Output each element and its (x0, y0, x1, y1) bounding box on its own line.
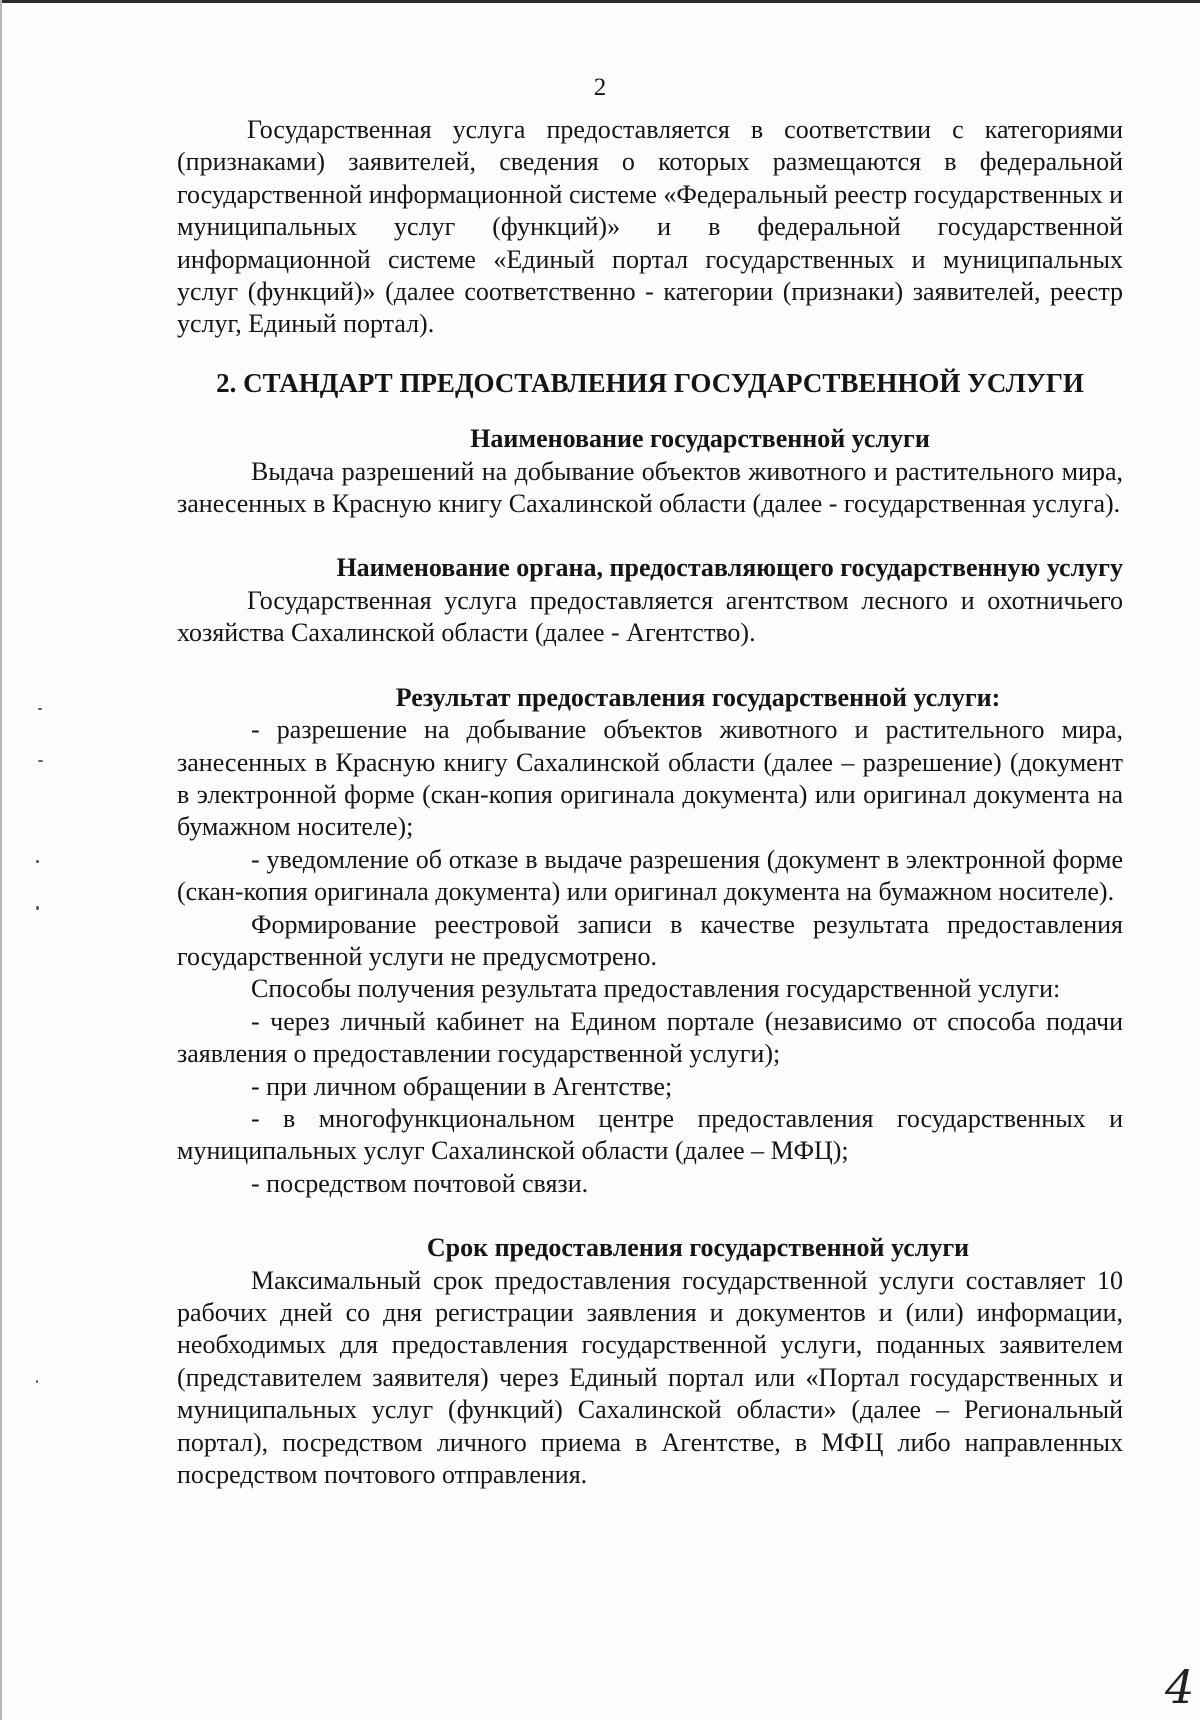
term-text: Максимальный срок предоставления государственной услуги составляет 10 рабочих дней со дня регистрации заявления и документов и (или) информации, необходимых для предоставления государственной услуги, поданных заявителем (представителем заявителя) через Единый портал или «Портал государственных и муниципальных услуг (функций) Сахалинской области» (далее – Региональный портал), посредством личного приема в Агентстве, в МФЦ либо направленных посредством почтового отправления. (177, 1265, 1123, 1490)
result-heading: Результат предоставления государственной услуги: (395, 682, 1001, 712)
scan-speck (36, 1380, 38, 1383)
document-body (177, 114, 1123, 1491)
scan-speck (38, 708, 42, 710)
page-number: 2 (593, 74, 607, 101)
section-title: 2. СТАНДАРТ ПРЕДОСТАВЛЕНИЯ ГОСУДАРСТВЕННОЙ УСЛУГИ (216, 367, 1084, 398)
result-item: - посредством почтовой связи. (251, 1168, 589, 1198)
authority-text: Государственная услуга предоставляется агентством лесного и охотничьего хозяйства Сахалинской области (далее - Агентство). (177, 585, 1123, 648)
scan-speck (36, 906, 39, 910)
intro-paragraph: Государственная услуга предоставляется в соответствии с категориями (признаками) заявителей, сведения о которых размещаются в федеральной государственной информационной системе «Федеральный реестр государственных и муниципальных услуг (функций)» и в федеральной государственной информационной системе «Единый портал государственных и муниципальных услуг (функций)» (далее соответственно - категории (признаки) заявителей, реестр услуг, Единый портал). (177, 115, 1123, 339)
service-name-text: Выдача разрешений на добывание объектов животного и растительного мира, занесенных в Красную книгу Сахалинской области (далее - государственная услуга). (177, 456, 1123, 519)
result-item: - в многофункциональном центре предоставления государственных и муниципальных услуг Сахалинской области (далее – МФЦ); (177, 1103, 1123, 1166)
scan-top-edge (0, 0, 1200, 3)
result-item: - разрешение на добывание объектов животного и растительного мира, занесенных в Красную книгу Сахалинской области (далее – разрешение) (документ в электронной форме (скан-копия оригинала документа) или оригинал документа на бумажном носителе); (177, 715, 1123, 842)
scan-left-edge (0, 0, 2, 1720)
result-item: - уведомление об отказе в выдаче разрешения (документ в электронной форме (скан-копия оригинала документа) или оригинал документа на бумажном носителе). (177, 844, 1123, 907)
result-item: Способы получения результата предоставления государственной услуги: (251, 974, 1061, 1004)
result-item: - при личном обращении в Агентстве; (251, 1071, 673, 1101)
authority-heading: Наименование органа, предоставляющего государственную услугу (336, 553, 1123, 583)
result-item: Формирование реестровой записи в качестве результата предоставления государственной услуги не предусмотрено. (177, 909, 1123, 971)
scan-speck (36, 860, 39, 863)
result-item: - через личный кабинет на Едином портале (независимо от способа подачи заявления о предоставлении государственной услуги); (177, 1006, 1123, 1069)
service-name-heading: Наименование государственной услуги (470, 424, 930, 454)
scan-speck (38, 760, 43, 762)
handwritten-page-mark: 4 (1165, 1660, 1195, 1714)
term-heading: Срок предоставления государственной услуги (426, 1233, 970, 1263)
